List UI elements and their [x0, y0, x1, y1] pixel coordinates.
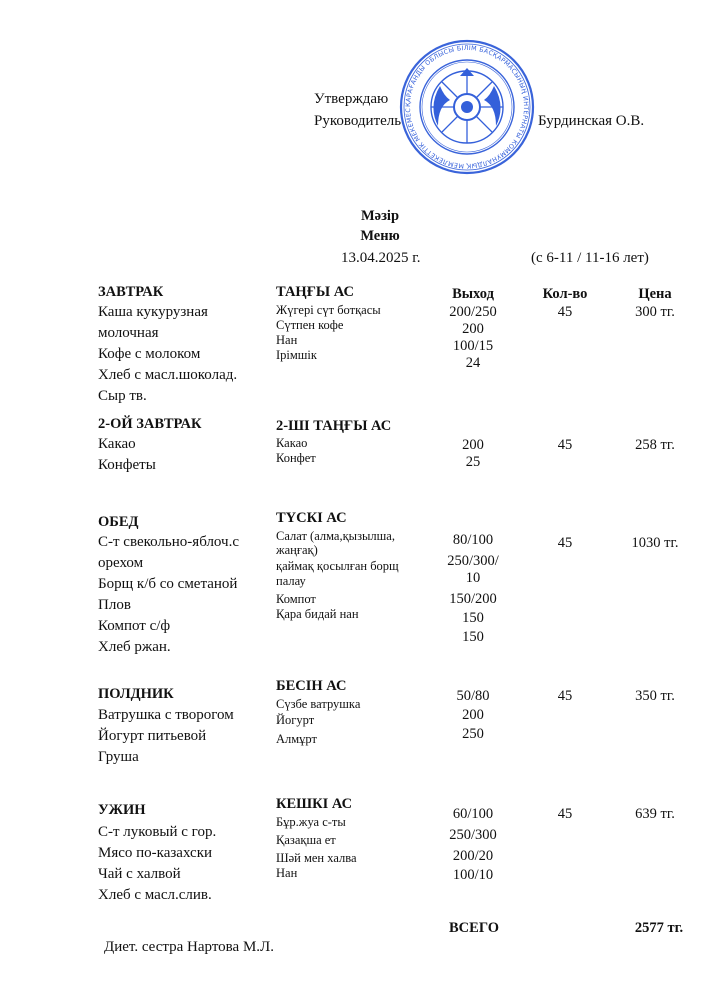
list-item: Каша кукурузная: [98, 304, 208, 320]
list-item: Қара бидай нан: [276, 607, 359, 621]
list-item: Плов: [98, 597, 131, 613]
list-item: Йогурт питьевой: [98, 728, 207, 744]
list-item: Қазақша ет: [276, 833, 336, 847]
meal-price: 639 тг.: [635, 806, 675, 822]
meal-outputs: [440, 806, 506, 884]
meal-title-ru: 2-ОЙ ЗАВТРАК: [98, 416, 202, 432]
list-item: Сүтпен кофе: [276, 318, 344, 332]
output-value: 100/15: [452, 338, 494, 354]
list-item: Какао: [98, 436, 136, 452]
meal-items-kz: [276, 436, 316, 466]
list-item: Жүгері сүт ботқасы: [276, 303, 381, 317]
output-value: 250/300: [449, 827, 497, 843]
list-item: Сүзбе ватрушка: [276, 697, 361, 711]
list-item: Хлеб ржан.: [98, 639, 171, 655]
meal-outputs: [440, 688, 506, 743]
meal-qty: 45: [557, 535, 573, 551]
meal-title-kz: БЕСІН АС: [276, 678, 347, 694]
meal-price: 350 тг.: [635, 688, 675, 704]
menu-date: 13.04.2025 г.: [341, 250, 421, 266]
output-value: 10: [465, 570, 481, 586]
list-item: Хлеб с масл.слив.: [98, 887, 212, 903]
column-price: Цена: [638, 286, 672, 302]
list-item: Компот: [276, 592, 316, 606]
list-item: С-т луковый с гор.: [98, 824, 217, 840]
column-output: Выход: [452, 286, 494, 302]
list-item: Кофе с молоком: [98, 346, 201, 362]
output-value: 50/80: [456, 688, 490, 704]
dietitian-signature: Диет. сестра Нартова М.Л.: [104, 939, 274, 955]
list-item: С-т свекольно-яблоч.с: [98, 534, 239, 550]
list-item: Какао: [276, 436, 308, 450]
title-kz: Мәзір: [360, 208, 400, 224]
list-item: Салат (алма,қызылша, жаңғақ): [276, 529, 395, 557]
approval-position: Руководитель: [314, 113, 402, 129]
output-value: 80/100: [452, 532, 494, 548]
list-item: Алмұрт: [276, 732, 317, 746]
list-item: Хлеб с масл.шоколад.: [98, 367, 238, 383]
meal-outputs: [440, 304, 506, 372]
list-item: Бұр.жуа с-ты: [276, 815, 346, 829]
list-item: Борщ к/б со сметаной: [98, 576, 238, 592]
age-group: (с 6-11 / 11-16 лет): [531, 250, 649, 266]
output-value: 150/200: [449, 591, 497, 607]
list-item: Груша: [98, 749, 139, 765]
column-qty: Кол-во: [542, 286, 588, 302]
output-value: 250/300/: [447, 553, 499, 569]
list-item: Сыр тв.: [98, 388, 147, 404]
approval-approve: Утверждаю: [314, 91, 389, 107]
meal-title-kz: ТҮСКІ АС: [276, 510, 347, 526]
output-value: 150: [462, 610, 484, 626]
meal-title-ru: ПОЛДНИК: [98, 686, 174, 702]
meal-items-ru: [98, 302, 237, 407]
meal-items-kz: [276, 529, 426, 622]
list-item: орехом: [98, 555, 144, 571]
meal-title-kz: ТАҢҒЫ АС: [276, 284, 355, 300]
meal-items-kz: [276, 697, 360, 747]
output-value: 24: [465, 355, 481, 371]
output-value: 200: [462, 707, 484, 723]
list-item: Нан: [276, 866, 298, 880]
output-value: 200: [462, 321, 484, 337]
output-value: 150: [462, 629, 484, 645]
list-item: Ірімшік: [276, 348, 317, 362]
list-item: молочная: [98, 325, 159, 341]
output-value: 60/100: [452, 806, 494, 822]
list-item: Конфет: [276, 451, 316, 465]
list-item: қаймақ қосылған борщ: [276, 559, 399, 573]
meal-price: 258 тг.: [635, 437, 675, 453]
list-item: Шәй мен халва: [276, 851, 357, 865]
list-item: Компот с/ф: [98, 618, 171, 634]
output-value: 200/20: [452, 848, 494, 864]
list-item: Мясо по-казахски: [98, 845, 213, 861]
meal-title-ru: ОБЕД: [98, 514, 139, 530]
meal-price: 1030 тг.: [631, 535, 679, 551]
meal-qty: 45: [557, 688, 573, 704]
list-item: Конфеты: [98, 457, 156, 473]
meal-title-kz: 2-ШІ ТАҢҒЫ АС: [276, 418, 392, 434]
svg-text:ҚАРАҒАНДЫ ОБЛЫСЫ БІЛІМ БАСҚАРМ: ҚАРАҒАНДЫ ОБЛЫСЫ БІЛІМ БАСҚАРМАСЫНЫҢ ИНТЕРНАТЫ КОММУНАЛДЫҚ МЕМЛЕКЕТТІК МЕКЕМЕС: [404, 44, 530, 170]
meal-outputs: [440, 532, 506, 646]
meal-outputs: [440, 437, 506, 471]
meal-title-ru: ЗАВТРАК: [98, 284, 164, 300]
meal-qty: 45: [557, 806, 573, 822]
official-seal-stamp: [398, 38, 536, 176]
total-value: 2577 тг.: [634, 920, 684, 936]
output-value: 200: [462, 437, 484, 453]
output-value: 100/10: [452, 867, 494, 883]
meal-items-kz: [276, 303, 381, 363]
list-item: палау: [276, 574, 306, 588]
meal-qty: 45: [557, 437, 573, 453]
meal-items-ru: [98, 822, 216, 906]
list-item: Нан: [276, 333, 298, 347]
meal-title-ru: УЖИН: [98, 802, 146, 818]
output-value: 200/250: [449, 304, 497, 320]
list-item: Ватрушка с творогом: [98, 707, 234, 723]
meal-title-kz: КЕШКІ АС: [276, 796, 353, 812]
list-item: Йогурт: [276, 713, 315, 727]
meal-items-ru: [98, 705, 234, 768]
meal-items-ru: [98, 532, 239, 658]
list-item: Чай с халвой: [98, 866, 181, 882]
approval-name: Бурдинская О.В.: [538, 113, 645, 129]
meal-price: 300 тг.: [635, 304, 675, 320]
meal-qty: 45: [557, 304, 573, 320]
total-label: ВСЕГО: [449, 920, 499, 936]
meal-items-ru: [98, 434, 156, 476]
meal-items-kz: [276, 815, 357, 881]
title-ru: Меню: [360, 228, 400, 244]
output-value: 250: [462, 726, 484, 742]
output-value: 25: [465, 454, 481, 470]
